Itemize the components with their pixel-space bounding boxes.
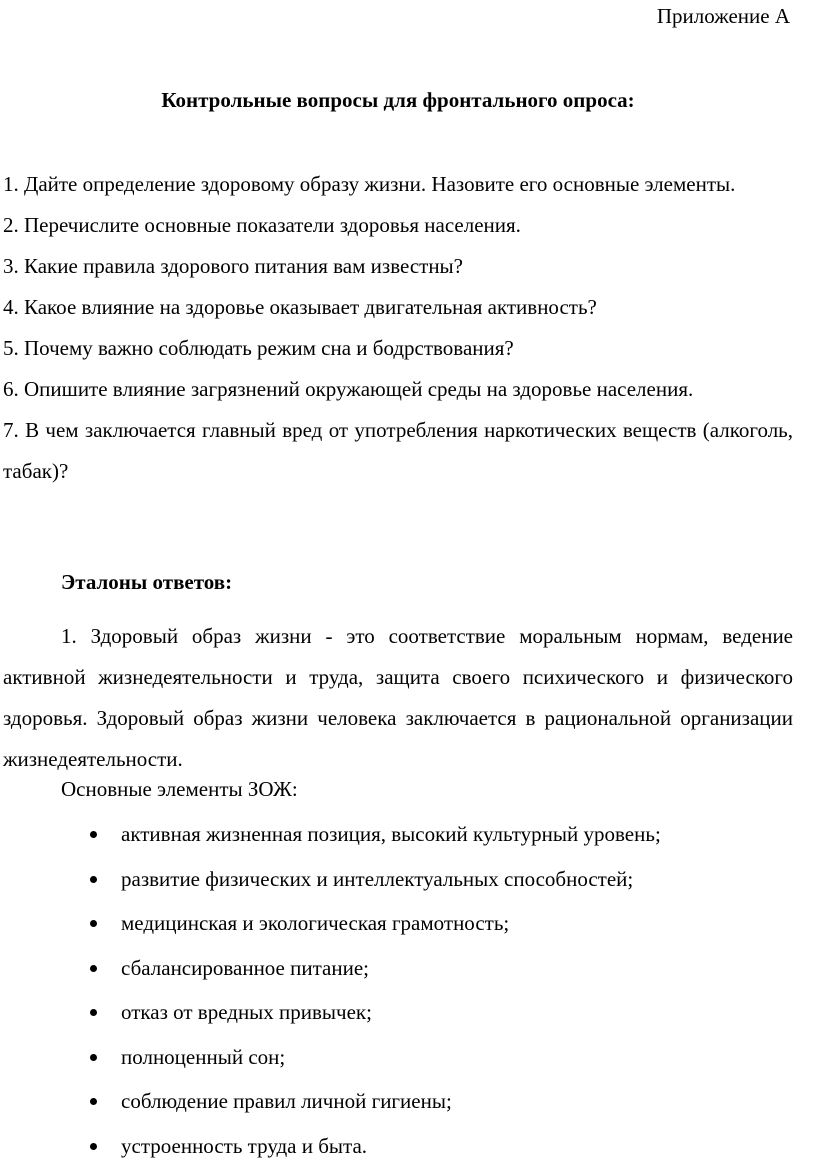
- bullet-icon: [90, 1009, 97, 1016]
- appendix-label: Приложение А: [656, 4, 790, 28]
- document-title: Контрольные вопросы для фронтального опроса:: [161, 88, 635, 112]
- list-item-text: сбалансированное питание;: [121, 955, 369, 980]
- list-item-text: устроенность труда и быта.: [121, 1133, 368, 1158]
- list-item-text: полноценный сон;: [121, 1044, 286, 1069]
- list-item-text: соблюдение правил личной гигиены;: [121, 1089, 452, 1113]
- bullet-icon: [90, 1054, 97, 1061]
- list-item-text: отказ от вредных привычек;: [121, 1000, 372, 1024]
- question-item: 2. Перечислите основные показатели здоровья населения.: [3, 213, 521, 237]
- question-item: 5. Почему важно соблюдать режим сна и бодрствования?: [3, 336, 514, 360]
- list-item-text: активная жизненная позиция, высокий культурный уровень;: [121, 822, 661, 846]
- bullet-icon: [90, 1143, 97, 1150]
- questions-list: [3, 164, 793, 492]
- bullet-icon: [90, 1098, 97, 1105]
- bullet-icon: [90, 876, 97, 883]
- answer-paragraph: 1. Здоровый образ жизни - это соответствие моральным нормам, ведение активной жизнедеятельности и труда, защита своего психического и физического здоровья. Здоровый образ жизни человека заключается в рациональной организации жизнедеятельности.: [3, 624, 793, 771]
- question-item: 7. В чем заключается главный вред от употребления наркотических веществ (алкоголь, табак)?: [3, 418, 793, 483]
- bullet-icon: [90, 965, 97, 972]
- list-item-text: медицинская и экологическая грамотность;: [121, 911, 510, 935]
- answers-heading: Эталоны ответов:: [61, 570, 233, 594]
- list-item-text: развитие физических и интеллектуальных способностей;: [121, 866, 634, 891]
- question-item: 6. Опишите влияние загрязнений окружающей среды на здоровье населения.: [3, 377, 694, 401]
- bullet-icon: [90, 920, 97, 927]
- bullet-icon: [90, 831, 97, 838]
- elements-heading: Основные элементы ЗОЖ:: [61, 777, 298, 801]
- question-item: 4. Какое влияние на здоровье оказывает двигательная активность?: [3, 295, 597, 319]
- question-item: 3. Какие правила здорового питания вам известны?: [3, 254, 463, 278]
- question-item: 1. Дайте определение здоровому образу жизни. Назовите его основные элементы.: [3, 172, 736, 196]
